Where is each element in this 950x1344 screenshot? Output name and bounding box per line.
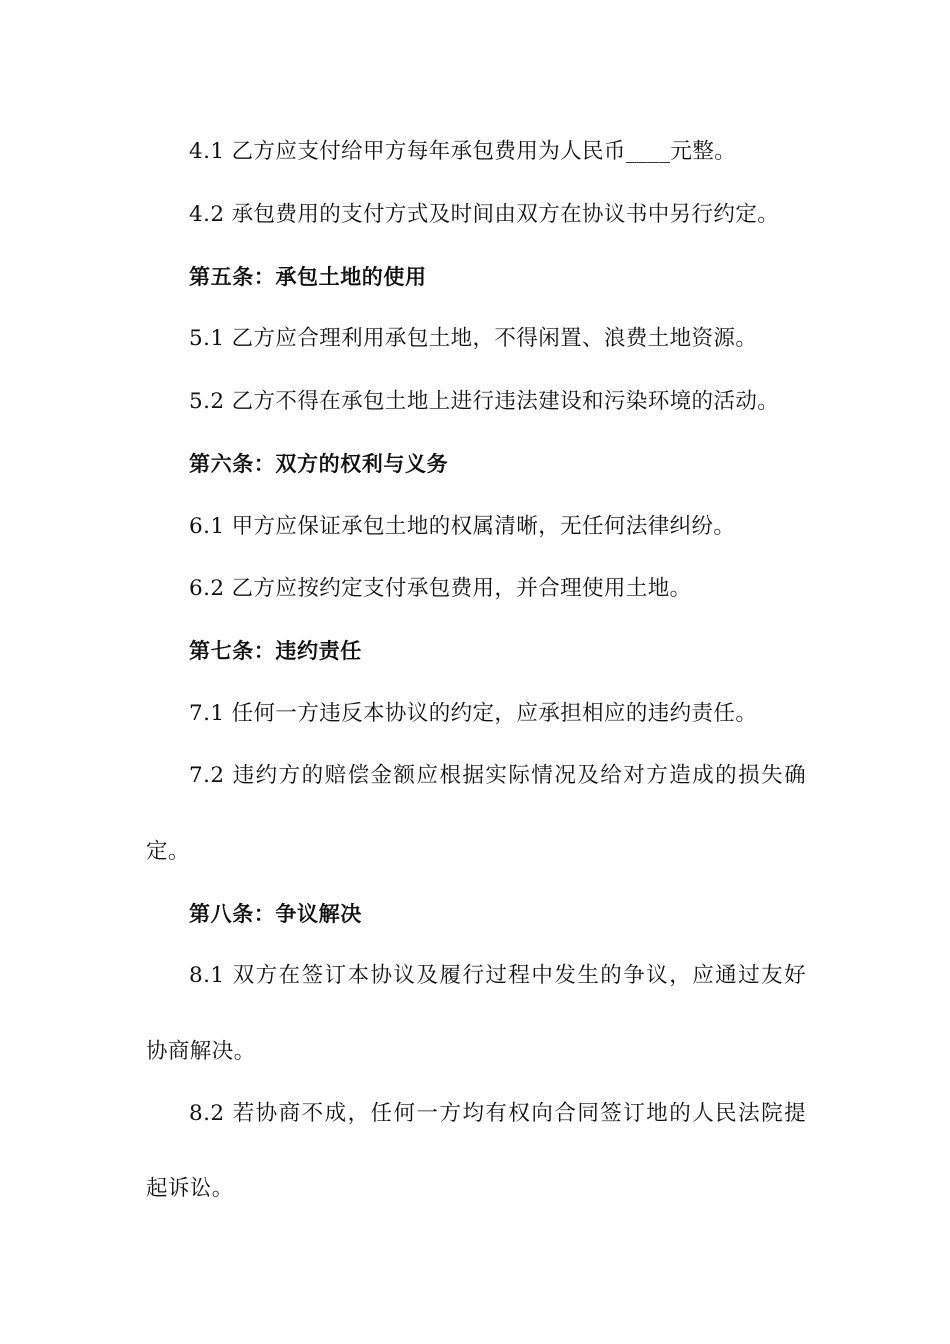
article-5-heading: 第五条：承包土地的使用 [189,265,427,289]
clause-4-1: 4.1 乙方应支付给甲方每年承包费用为人民币____元整。 [189,139,737,164]
clause-5-2: 5.2 乙方不得在承包土地上进行违法建设和污染环境的活动。 [189,389,780,414]
clause-5-1: 5.1 乙方应合理利用承包土地，不得闲置、浪费土地资源。 [189,326,758,351]
clause-4-2: 4.2 承包费用的支付方式及时间由双方在协议书中另行约定。 [189,202,780,227]
article-6-heading: 第六条：双方的权利与义务 [189,452,449,476]
clause-8-1-line-2: 协商解决。 [146,1039,256,1064]
clause-6-1: 6.1 甲方应保证承包土地的权属清晰，无任何法律纠纷。 [189,514,736,539]
article-7-heading: 第七条：违约责任 [189,639,362,663]
clause-7-1: 7.1 任何一方违反本协议的约定，应承担相应的违约责任。 [189,701,758,726]
clause-7-2-line-1: 7.2 违约方的赔偿金额应根据实际情况及给对方造成的损失确 [189,763,806,788]
clause-7-2-line-2: 定。 [146,839,190,864]
article-8-heading: 第八条：争议解决 [189,902,362,926]
clause-8-1-line-1: 8.1 双方在签订本协议及履行过程中发生的争议，应通过友好 [189,963,806,988]
clause-8-2-line-2: 起诉讼。 [146,1176,234,1201]
clause-6-2: 6.2 乙方应按约定支付承包费用，并合理使用土地。 [189,576,692,601]
clause-8-2-line-1: 8.2 若协商不成，任何一方均有权向合同签订地的人民法院提 [189,1101,806,1126]
